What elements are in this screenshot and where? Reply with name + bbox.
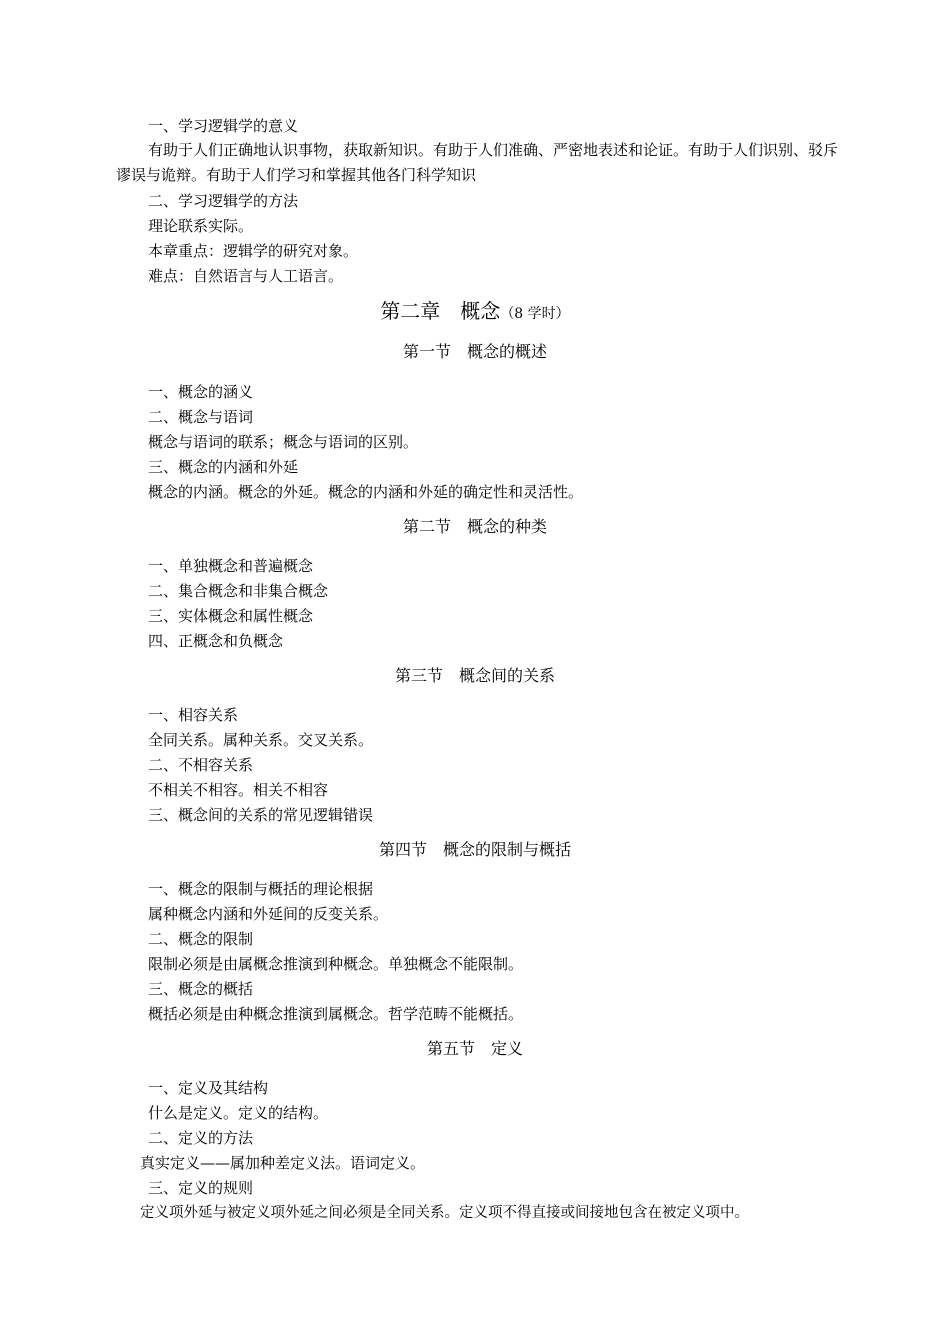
- s5-line: 真实定义——属加种差定义法。语词定义。: [140, 1154, 426, 1172]
- s2-line: 一、单独概念和普遍概念: [148, 557, 314, 575]
- s5-line: 二、定义的方法: [148, 1129, 254, 1147]
- s2-line: 三、实体概念和属性概念: [148, 607, 314, 625]
- section-3-heading: 第三节 概念间的关系: [394, 666, 555, 685]
- section-2-heading: 第二节 概念的种类: [402, 517, 547, 536]
- s4-line: 三、概念的概括: [148, 980, 254, 998]
- s1-line: 二、概念与语词: [148, 408, 254, 426]
- intro-difficulty: 难点：自然语言与人工语言。: [148, 267, 344, 285]
- s1-line: 概念与语词的联系；概念与语词的区别。: [148, 433, 419, 451]
- s5-line: 定义项外延与被定义项外延之间必须是全同关系。定义项不得直接或间接地包含在被定义项中。: [140, 1205, 749, 1221]
- s4-line: 一、概念的限制与概括的理论根据: [148, 880, 374, 898]
- s3-line: 一、相容关系: [148, 706, 239, 724]
- section-5-heading: 第五节 定义: [426, 1039, 523, 1058]
- s5-line: 三、定义的规则: [148, 1179, 254, 1197]
- intro-key-point: 本章重点：逻辑学的研究对象。: [148, 242, 359, 260]
- s3-line: 不相关不相容。相关不相容: [148, 781, 329, 799]
- chapter-title-text: 第二章 概念: [380, 299, 501, 323]
- s1-line: 三、概念的内涵和外延: [148, 458, 299, 476]
- intro-paragraph: 有助于人们正确地认识事物，获取新知识。有助于人们准确、严密地表述和论证。有助于人们识别、驳斥谬误与诡辩。有助于人们学习和掌握其他各门科学知识: [116, 141, 839, 184]
- chapter-hours-note: （8 学时）: [500, 306, 570, 322]
- section-1-heading: 第一节 概念的概述: [402, 342, 547, 361]
- s3-line: 全同关系。属种关系。交叉关系。: [148, 731, 374, 749]
- s4-line: 概括必须是由种概念推演到属概念。哲学范畴不能概括。: [148, 1005, 524, 1023]
- s5-line: 一、定义及其结构: [148, 1079, 269, 1097]
- section-4-heading: 第四节 概念的限制与概括: [378, 840, 571, 859]
- s4-line: 二、概念的限制: [148, 930, 254, 948]
- s3-line: 三、概念间的关系的常见逻辑错误: [148, 806, 374, 824]
- s2-line: 二、集合概念和非集合概念: [148, 582, 329, 600]
- intro-heading-2: 二、学习逻辑学的方法: [148, 192, 299, 210]
- intro-heading-1: 一、学习逻辑学的意义: [148, 117, 299, 135]
- s1-line: 概念的内涵。概念的外延。概念的内涵和外延的确定性和灵活性。: [148, 483, 584, 501]
- s3-line: 二、不相容关系: [148, 756, 254, 774]
- intro-text-method: 理论联系实际。: [148, 217, 254, 235]
- s4-line: 属种概念内涵和外延间的反变关系。: [148, 905, 389, 923]
- s5-line: 什么是定义。定义的结构。: [148, 1104, 329, 1122]
- chapter-title: [0, 297, 950, 328]
- s4-line: 限制必须是由属概念推演到种概念。单独概念不能限制。: [148, 955, 524, 973]
- s1-line: 一、概念的涵义: [148, 383, 254, 401]
- s2-line: 四、正概念和负概念: [148, 632, 284, 650]
